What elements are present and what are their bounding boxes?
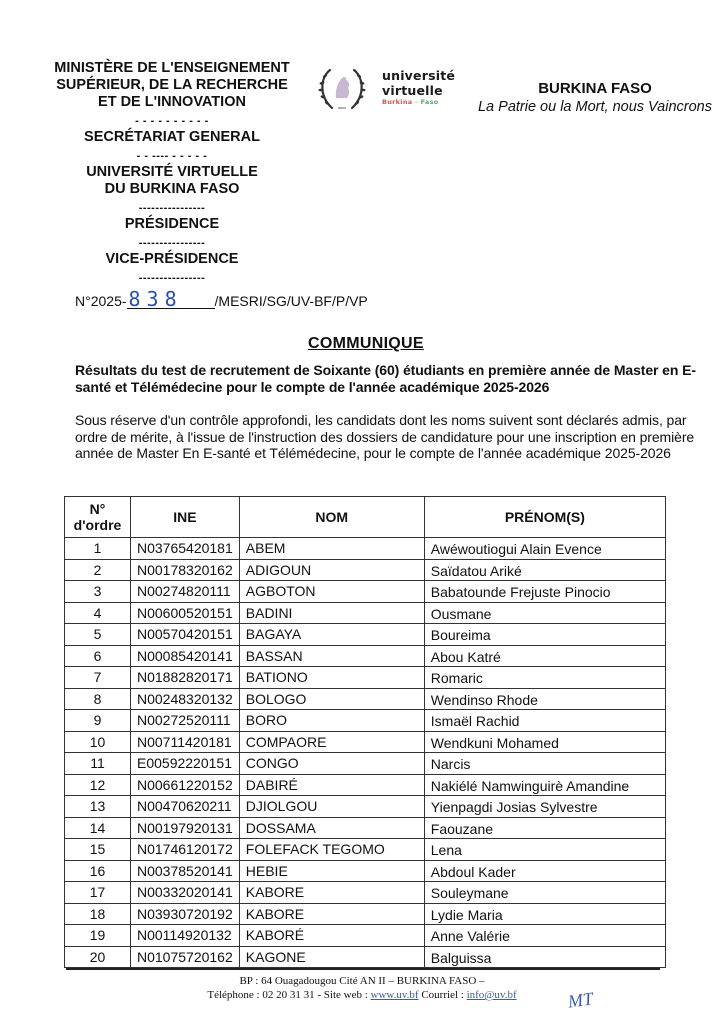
cell-nom: COMPAORE (239, 731, 424, 753)
cell-ine: N00114920132 (131, 925, 240, 947)
reference-number (75, 287, 368, 311)
logo-sub-burkina: Burkina (382, 98, 413, 106)
cell-nom: AGBOTON (239, 581, 424, 603)
cell-order-number: 2 (65, 559, 131, 581)
cell-order-number: 1 (65, 538, 131, 560)
header-order-line-2: d'ordre (73, 517, 122, 533)
table-row (65, 860, 666, 882)
cell-prenom: Ousmane (424, 602, 665, 624)
footer-email-label: Courriel : (418, 989, 467, 1001)
cell-order-number: 19 (65, 925, 131, 947)
ministry-line-2: SUPÉRIEUR, DE LA RECHERCHE (56, 77, 288, 93)
cell-order-number: 17 (65, 882, 131, 904)
university-line-2: DU BURKINA FASO (104, 181, 240, 197)
university-line-1: UNIVERSITÉ VIRTUELLE (86, 164, 258, 180)
cell-ine: N00332020141 (131, 882, 240, 904)
header-prenom: PRÉNOM(S) (424, 497, 665, 538)
table-row (65, 839, 666, 861)
cell-ine: N01882820171 (131, 667, 240, 689)
footer (0, 974, 724, 1002)
cell-prenom: Abou Katré (424, 645, 665, 667)
cell-prenom: Abdoul Kader (424, 860, 665, 882)
national-motto: La Patrie ou la Mort, nous Vaincrons (477, 99, 712, 115)
cell-order-number: 7 (65, 667, 131, 689)
presidence-label: PRÉSIDENCE (124, 216, 220, 232)
logo-line-2: virtuelle (382, 83, 443, 98)
cell-nom: BADINI (239, 602, 424, 624)
cell-ine: N00272520111 (131, 710, 240, 732)
header-order-line-1: N° (89, 501, 106, 517)
cell-ine: N00600520151 (131, 602, 240, 624)
table-row (65, 796, 666, 818)
cell-prenom: Lydie Maria (424, 903, 665, 925)
cell-prenom: Wendkuni Mohamed (424, 731, 665, 753)
reference-suffix: /MESRI/SG/UV-BF/P/VP (214, 293, 368, 309)
reference-handwritten-number: 838 (127, 290, 215, 309)
cell-nom: ADIGOUN (239, 559, 424, 581)
cell-order-number: 12 (65, 774, 131, 796)
cell-nom: DABIRÉ (239, 774, 424, 796)
cell-ine: N00661220152 (131, 774, 240, 796)
cell-nom: BOLOGO (239, 688, 424, 710)
separator: - - ---- - - - - - (136, 150, 208, 162)
cell-prenom: Wendinso Rhode (424, 688, 665, 710)
table-row (65, 925, 666, 947)
table-row (65, 538, 666, 560)
separator: - - - - - - - - - - (135, 115, 209, 127)
ministry-header (44, 60, 300, 286)
cell-order-number: 14 (65, 817, 131, 839)
document-title: Résultats du test de recrutement de Soixante (60) étudiants en première année de Master en E-santé et Télémédecine pour le compte de l'année académique 2025-2026 (75, 362, 696, 395)
cell-nom: BAGAYA (239, 624, 424, 646)
table-row (65, 667, 666, 689)
table-row (65, 710, 666, 732)
table-row (65, 817, 666, 839)
cell-ine: E00592220151 (131, 753, 240, 775)
footer-phone: Téléphone : 02 20 31 31 - Site web : (207, 989, 371, 1001)
separator: ---------------- (138, 272, 206, 284)
logo-wordmark (382, 68, 455, 107)
table-header-row (65, 497, 666, 538)
email-link[interactable]: info@uv.bf (466, 989, 517, 1001)
cell-prenom: Faouzane (424, 817, 665, 839)
ministry-line-3: ET DE L'INNOVATION (98, 94, 246, 110)
table-body (65, 538, 666, 968)
table-row (65, 731, 666, 753)
cell-nom: KABORE (239, 903, 424, 925)
country-header (470, 80, 720, 116)
cell-prenom: Souleymane (424, 882, 665, 904)
cell-ine: N03930720192 (131, 903, 240, 925)
cell-prenom: Awéwoutiogui Alain Evence (424, 538, 665, 560)
table-row (65, 602, 666, 624)
cell-ine: N03765420181 (131, 538, 240, 560)
cell-nom: KABORE (239, 882, 424, 904)
cell-order-number: 13 (65, 796, 131, 818)
header-ine: INE (131, 497, 240, 538)
cell-order-number: 20 (65, 946, 131, 968)
reference-prefix: N°2025- (75, 293, 127, 309)
cell-nom: KABORÉ (239, 925, 424, 947)
cell-order-number: 4 (65, 602, 131, 624)
table-row (65, 688, 666, 710)
cell-order-number: 16 (65, 860, 131, 882)
cell-nom: CONGO (239, 753, 424, 775)
cell-order-number: 3 (65, 581, 131, 603)
cell-nom: DOSSAMA (239, 817, 424, 839)
footer-divider (66, 968, 660, 970)
ministry-line-1: MINISTÈRE DE L'ENSEIGNEMENT (54, 60, 290, 76)
logo-sub-faso: Faso (420, 98, 439, 106)
table-row (65, 753, 666, 775)
vice-presidence-label: VICE-PRÉSIDENCE (105, 251, 239, 267)
cell-prenom: Balguissa (424, 946, 665, 968)
university-logo (312, 60, 462, 120)
table-row (65, 581, 666, 603)
cell-ine: N01075720162 (131, 946, 240, 968)
cell-ine: N00248320132 (131, 688, 240, 710)
cell-prenom: Yienpagdi Josias Sylvestre (424, 796, 665, 818)
document-heading: COMMUNIQUE (308, 335, 424, 352)
cell-prenom: Saïdatou Ariké (424, 559, 665, 581)
cell-order-number: 10 (65, 731, 131, 753)
logo-line-1: université (382, 68, 456, 83)
cell-prenom: Lena (424, 839, 665, 861)
cell-ine: N00470620211 (131, 796, 240, 818)
cell-order-number: 6 (65, 645, 131, 667)
table-row (65, 645, 666, 667)
cell-nom: FOLEFACK TEGOMO (239, 839, 424, 861)
results-table (64, 496, 666, 968)
handwritten-initials: MT (566, 988, 595, 1012)
cell-nom: BASSAN (239, 645, 424, 667)
website-link[interactable]: www.uv.bf (370, 989, 419, 1001)
logo-sub-dash: - (412, 98, 421, 106)
cell-nom: KAGONE (239, 946, 424, 968)
cell-ine: N00378520141 (131, 860, 240, 882)
cell-prenom: Nakiélé Namwinguirè Amandine (424, 774, 665, 796)
cell-order-number: 15 (65, 839, 131, 861)
cell-order-number: 11 (65, 753, 131, 775)
separator: ---------------- (138, 202, 206, 214)
cell-order-number: 18 (65, 903, 131, 925)
cell-ine: N00197920131 (131, 817, 240, 839)
header-nom: NOM (239, 497, 424, 538)
country-name: BURKINA FASO (538, 80, 652, 97)
cell-nom: HEBIE (239, 860, 424, 882)
laurel-wreath-icon (316, 64, 368, 114)
cell-order-number: 5 (65, 624, 131, 646)
cell-ine: N00711420181 (131, 731, 240, 753)
cell-ine: N00178320162 (131, 559, 240, 581)
table-row (65, 559, 666, 581)
cell-prenom: Ismaël Rachid (424, 710, 665, 732)
separator: ---------------- (138, 237, 206, 249)
cell-ine: N00085420141 (131, 645, 240, 667)
logo-subtitle (382, 98, 455, 107)
cell-nom: ABEM (239, 538, 424, 560)
table-row (65, 946, 666, 968)
cell-prenom: Boureima (424, 624, 665, 646)
cell-prenom: Romaric (424, 667, 665, 689)
table-row (65, 774, 666, 796)
table-row (65, 882, 666, 904)
cell-prenom: Narcis (424, 753, 665, 775)
cell-nom: BORO (239, 710, 424, 732)
cell-nom: BATIONO (239, 667, 424, 689)
cell-ine: N01746120172 (131, 839, 240, 861)
footer-contact (0, 988, 724, 1002)
table-row (65, 624, 666, 646)
intro-paragraph: Sous réserve d'un contrôle approfondi, les candidats dont les noms suivent sont déclarés admis, par ordre de mérite, à l'issue de l'instruction des dossiers de candidature pour une inscription en première année de Master En E-santé et Télémédecine, pour le compte de l'année académique 2025-2026 (75, 412, 695, 461)
cell-prenom: Anne Valérie (424, 925, 665, 947)
cell-ine: N00274820111 (131, 581, 240, 603)
table-row (65, 903, 666, 925)
header-order-number (65, 497, 131, 538)
cell-nom: DJIOLGOU (239, 796, 424, 818)
secretariat-label: SECRÉTARIAT GENERAL (84, 129, 260, 145)
footer-address: BP : 64 Ouagadougou Cité AN II – BURKINA FASO – (239, 975, 485, 987)
cell-ine: N00570420151 (131, 624, 240, 646)
cell-order-number: 9 (65, 710, 131, 732)
cell-prenom: Babatounde Frejuste Pinocio (424, 581, 665, 603)
cell-order-number: 8 (65, 688, 131, 710)
